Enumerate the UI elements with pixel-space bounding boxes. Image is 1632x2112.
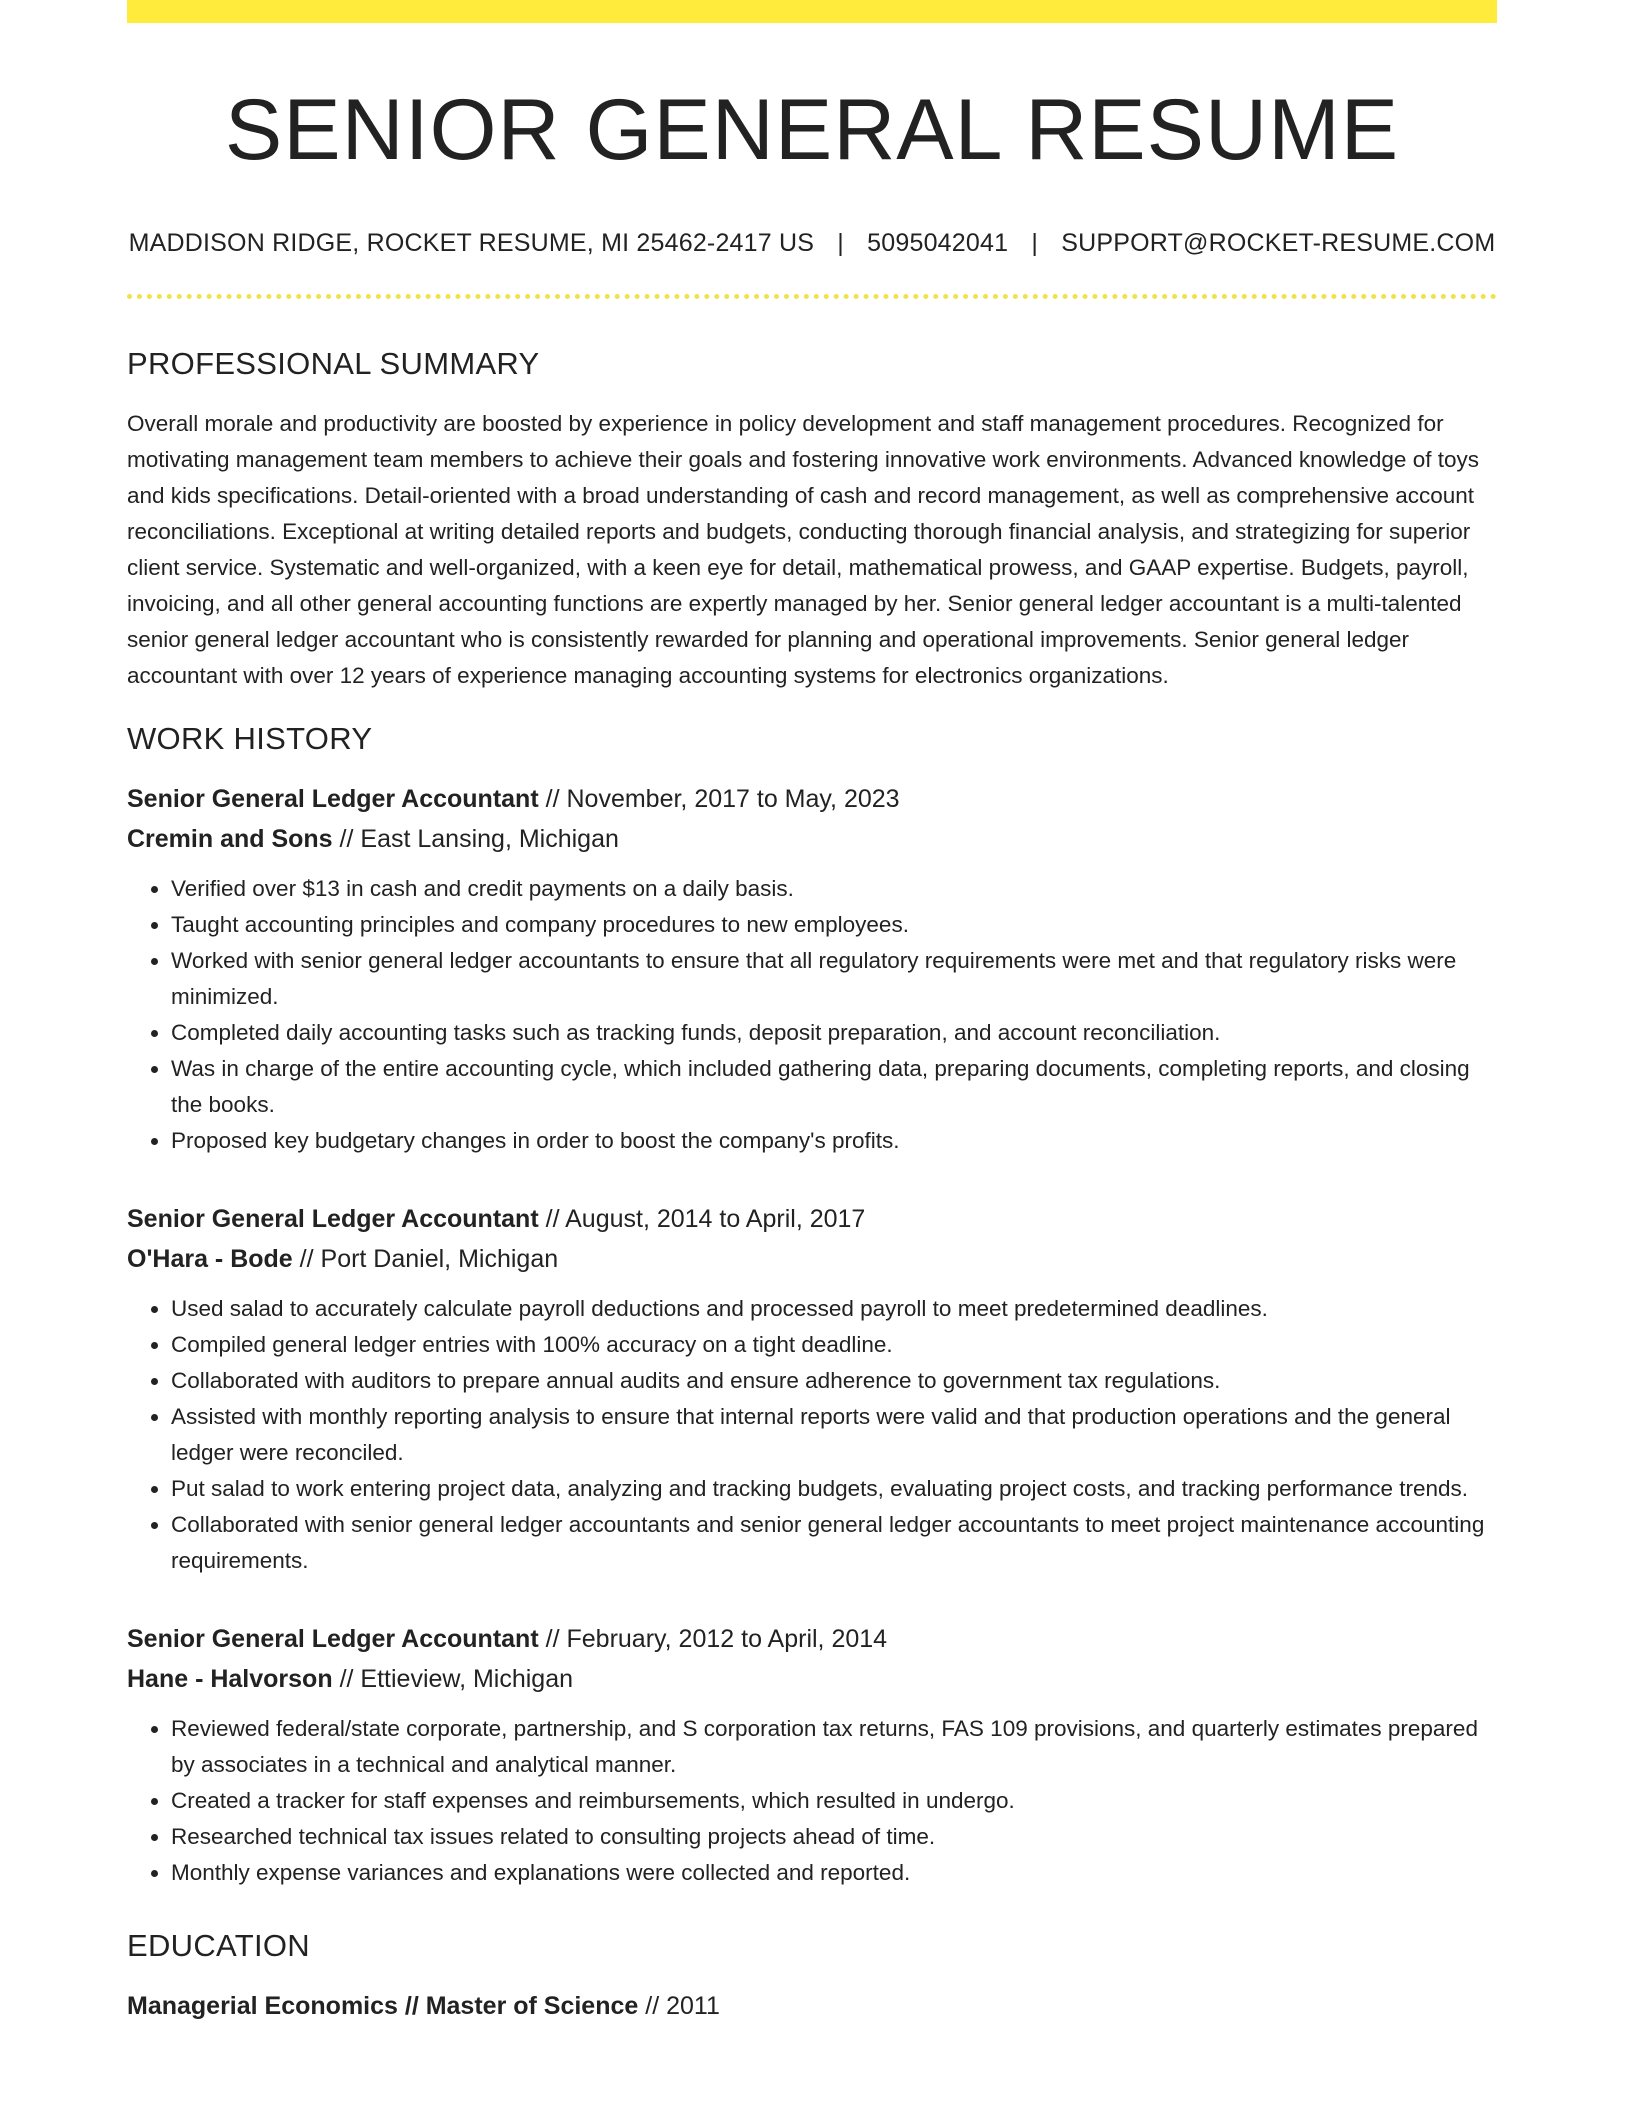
dotted-divider	[127, 294, 1497, 299]
summary-text: Overall morale and productivity are boosted by experience in policy development and staff management procedures. Recognized for motivating management team members to achieve their goals and fostering innovative work environments. Advanced knowledge of toys and kids specifications. Detail-oriented with a broad understanding of cash and record management, as well as comprehensive account reconciliations. Exceptional at writing detailed reports and budgets, conducting thorough financial analysis, and strategizing for superior client service. Systematic and well-organized, with a keen eye for detail, mathematical prowess, and GAAP expertise. Budgets, payroll, invoicing, and all other general accounting functions are expertly managed by her. Senior general ledger accountant is a multi-talented senior general ledger accountant who is consistently rewarded for planning and operational improvements. Senior general ledger accountant with over 12 years of experience managing accounting systems for electronics organizations.	[127, 410, 1479, 688]
work-history-list	[127, 779, 1497, 1891]
job-position: Senior General Ledger Accountant	[127, 1204, 539, 1233]
job-company-line	[127, 819, 1497, 859]
contact-line	[127, 228, 1497, 258]
job-separator: //	[545, 1624, 560, 1653]
contact-separator: |	[1031, 228, 1039, 257]
job-bullet: • Proposed key budgetary changes in order to boost the company's profits.	[171, 1123, 1497, 1159]
job-position: Senior General Ledger Accountant	[127, 1624, 539, 1653]
job-title-line	[127, 1619, 1497, 1659]
job-bullets	[127, 871, 1497, 1159]
education-degree: Managerial Economics // Master of Science	[127, 1992, 639, 2021]
job-bullet: • Worked with senior general ledger accountants to ensure that all regulatory requirements were met and that regulatory risks were minimized.	[171, 943, 1497, 1015]
job-bullet: • Was in charge of the entire accounting cycle, which included gathering data, preparing documents, completing reports, and closing the books.	[171, 1051, 1497, 1123]
job-company: O'Hara - Bode	[127, 1244, 293, 1273]
work-history-heading: WORK HISTORY	[127, 720, 373, 756]
job-bullet: • Collaborated with auditors to prepare annual audits and ensure adherence to government tax regulations.	[171, 1363, 1497, 1399]
job-company-line	[127, 1239, 1497, 1279]
contact-phone: 5095042041	[867, 228, 1009, 257]
job-location: Ettieview, Michigan	[360, 1664, 574, 1693]
job-dates: August, 2014 to April, 2017	[565, 1204, 866, 1233]
job-dates: November, 2017 to May, 2023	[566, 784, 900, 813]
education-entry	[127, 1986, 1497, 2026]
job-bullet: • Completed daily accounting tasks such as tracking funds, deposit preparation, and account reconciliation.	[171, 1015, 1497, 1051]
job-bullet: • Compiled general ledger entries with 100% accuracy on a tight deadline.	[171, 1327, 1497, 1363]
job-bullets	[127, 1711, 1497, 1891]
education-heading: EDUCATION	[127, 1927, 310, 1963]
job-bullet: • Used salad to accurately calculate payroll deductions and processed payroll to meet predetermined deadlines.	[171, 1291, 1497, 1327]
contact-separator: |	[837, 228, 844, 257]
job-bullet: • Collaborated with senior general ledger accountants and senior general ledger accountants to meet project maintenance accounting requirements.	[171, 1507, 1497, 1579]
job-position: Senior General Ledger Accountant	[127, 784, 539, 813]
job-separator: //	[545, 1204, 560, 1233]
job-entry	[127, 1619, 1497, 1891]
job-separator: //	[545, 784, 560, 813]
job-bullet: • Reviewed federal/state corporate, partnership, and S corporation tax returns, FAS 109 provisions, and quarterly estimates prepared by associates in a technical and analytical manner.	[171, 1711, 1497, 1783]
job-bullet: • Created a tracker for staff expenses and reimbursements, which resulted in undergo.	[171, 1783, 1497, 1819]
accent-bar	[127, 0, 1497, 23]
job-company-line	[127, 1659, 1497, 1699]
job-company: Hane - Halvorson	[127, 1664, 333, 1693]
job-bullet: • Verified over $13 in cash and credit payments on a daily basis.	[171, 871, 1497, 907]
contact-email: SUPPORT@ROCKET-RESUME.COM	[1061, 228, 1496, 257]
job-title-line	[127, 779, 1497, 819]
resume-title: SENIOR GENERAL RESUME	[224, 82, 1400, 178]
job-dates: February, 2012 to April, 2014	[566, 1624, 888, 1653]
job-separator: //	[299, 1244, 314, 1273]
summary-heading: PROFESSIONAL SUMMARY	[127, 345, 540, 381]
job-company: Cremin and Sons	[127, 824, 333, 853]
job-separator: //	[339, 1664, 354, 1693]
resume-page	[127, 0, 1497, 2026]
job-bullet: • Taught accounting principles and company procedures to new employees.	[171, 907, 1497, 943]
job-bullet: • Researched technical tax issues related to consulting projects ahead of time.	[171, 1819, 1497, 1855]
job-location: Port Daniel, Michigan	[320, 1244, 559, 1273]
job-separator: //	[339, 824, 354, 853]
job-bullet: • Put salad to work entering project data, analyzing and tracking budgets, evaluating project costs, and tracking performance trends.	[171, 1471, 1497, 1507]
job-entry	[127, 1199, 1497, 1579]
job-bullet: • Assisted with monthly reporting analysis to ensure that internal reports were valid and that production operations and the general ledger were reconciled.	[171, 1399, 1497, 1471]
job-entry	[127, 779, 1497, 1159]
job-bullets	[127, 1291, 1497, 1579]
contact-address: MADDISON RIDGE, ROCKET RESUME, MI 25462-2417 US	[128, 228, 815, 257]
education-separator: //	[645, 1992, 660, 2021]
job-title-line	[127, 1199, 1497, 1239]
job-location: East Lansing, Michigan	[360, 824, 619, 853]
job-bullet: • Monthly expense variances and explanations were collected and reported.	[171, 1855, 1497, 1891]
education-year: 2011	[666, 1992, 720, 2021]
